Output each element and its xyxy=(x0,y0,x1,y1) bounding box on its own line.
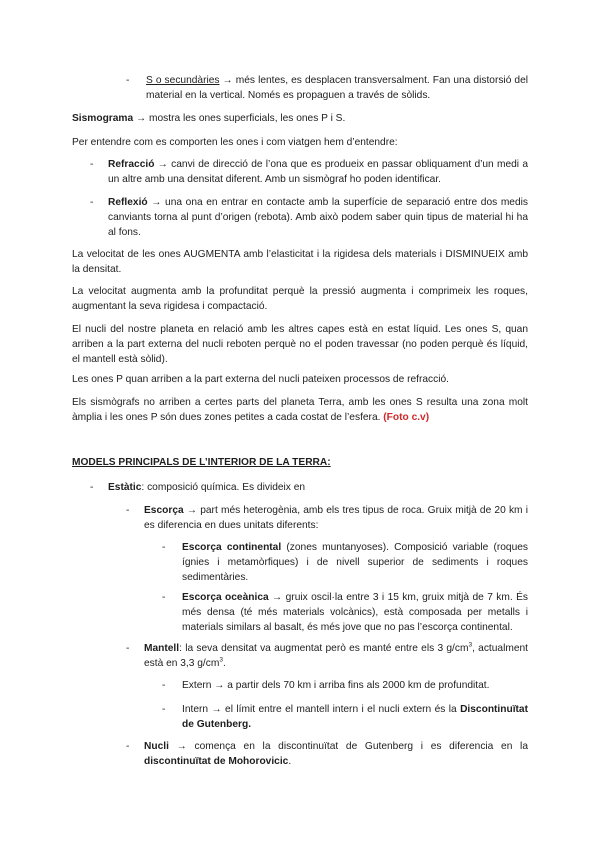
bullet-dash: - xyxy=(90,197,94,208)
reflexio-term: Reflexió xyxy=(108,197,148,208)
bullet-dash: - xyxy=(126,505,130,516)
escorca-continental-item xyxy=(162,540,528,585)
refraccio-text: → canvi de direcció de l’ona que es produeix en passar obliquament d’un medi a un altre amb una densitat diferent. Amb un sismògraf ho poden identificar. xyxy=(108,159,528,185)
nucli-text: → comença en la discontinuïtat de Gutenberg i es diferencia en la xyxy=(168,741,528,752)
escorca-item xyxy=(126,503,528,533)
escorca-continental-text: (zones muntanyoses). Composició variable (roques ígnies i metamòrfiques) i de nivell superior de sediments i roques sedimentàries. xyxy=(182,542,529,583)
bullet-dash: - xyxy=(90,482,94,493)
escorca-oceanica-text: → gruix oscil·la entre 3 i 15 km, gruix mitjà de 7 km. És més densa (té més materials volcànics), està composada per metalls i materials similars al basalt, és més jove que no pas l’escorça continental. xyxy=(182,592,528,633)
sismograma-term: Sismograma xyxy=(72,113,134,124)
models-heading xyxy=(72,455,528,470)
mantell-text-1: : la seva densitat va augmentat però es manté entre els 3 g/cm xyxy=(179,643,469,654)
s-waves-text xyxy=(146,73,528,103)
mantell-sup-1: 3 xyxy=(468,641,473,649)
bullet-dash: - xyxy=(162,704,166,715)
intro-paragraph xyxy=(72,135,528,150)
escorca-continental-term: Escorça continental xyxy=(182,542,282,553)
pressure-paragraph xyxy=(72,284,528,314)
s-waves-item xyxy=(126,73,528,103)
intern-term: Discontinuïtat de Gutenberg. xyxy=(182,704,528,730)
nucli-end: . xyxy=(288,756,292,767)
refraccio-item xyxy=(90,157,528,187)
escorca-text: → part més heterogènia, amb els tres tipus de roca. Gruix mitjà de 20 km i es diferencia en dues unitats diferents: xyxy=(144,505,528,531)
para2-text: La velocitat augmenta amb la profunditat perquè la pressió augmenta i comprimeix les roques, augmentant la seva rigidesa i compactació. xyxy=(72,286,528,312)
s-waves-term: S o secundàries xyxy=(146,75,220,86)
nucli-item xyxy=(126,739,528,769)
mantell-text-3: . xyxy=(222,658,226,669)
bullet-dash: - xyxy=(162,680,166,691)
bullet-dash: - xyxy=(126,643,130,654)
refraccio-term: Refracció xyxy=(108,159,155,170)
p-waves-paragraph xyxy=(72,372,528,387)
extern-item xyxy=(162,678,528,693)
intro-text: Per entendre com es comporten les ones i com viatgen hem d’entendre: xyxy=(72,137,398,148)
extern-text: Extern → a partir dels 70 km i arriba fins als 2000 km de profunditat. xyxy=(182,680,490,691)
escorca-oceanica-term: Escorça oceànica xyxy=(182,592,269,603)
escorca-term: Escorça xyxy=(144,505,184,516)
para5-text: Els sismògrafs no arriben a certes parts del planeta Terra, amb les ones S resulta una zona molt àmplia i les ones P són dues zones petites a cada costat de l’esfera. xyxy=(72,397,528,423)
nucli-term-2: discontinuïtat de Mohorovicic xyxy=(144,756,289,767)
intern-item xyxy=(162,702,528,732)
para3-text: El nucli del nostre planeta en relació amb les altres capes està en estat líquid. Les ones S, quan arriben a la part externa del nucli reboten perquè no el poden travessar (no poden perquè és líquid, el mantell està sòlid). xyxy=(72,324,528,365)
para4-text: Les ones P quan arriben a la part externa del nucli pateixen processos de refracció. xyxy=(72,374,449,385)
para1-text: La velocitat de les ones AUGMENTA amb l’elasticitat i la rigidesa dels materials i DISMINUEIX amb la densitat. xyxy=(72,249,528,275)
mantell-text-2: , actualment està en 3,3 g/cm xyxy=(144,643,528,669)
velocity-paragraph xyxy=(72,247,528,277)
core-paragraph xyxy=(72,322,528,367)
escorca-oceanica-item xyxy=(162,590,528,635)
models-heading-text: MODELS PRINCIPALS DE L’INTERIOR DE LA TERRA: xyxy=(72,457,331,468)
reflexio-text: → una ona en entrar en contacte amb la superfície de separació entre dos medis canviants torna al punt d’origen (rebota). Amb això podem saber quin tipus de material hi ha al fons. xyxy=(108,197,528,238)
nucli-term: Nucli xyxy=(144,741,169,752)
estatic-text: : composició química. Es divideix en xyxy=(141,482,306,493)
sismograma-paragraph xyxy=(72,111,528,126)
reflexio-item xyxy=(90,195,528,240)
mantell-term: Mantell xyxy=(144,643,180,654)
bullet-dash: - xyxy=(90,159,94,170)
mantell-item xyxy=(126,641,528,671)
intern-text: Intern → el límit entre el mantell intern i el nucli extern és la xyxy=(182,704,461,715)
estatic-item xyxy=(90,480,528,495)
seismograph-paragraph xyxy=(72,395,528,425)
estatic-term: Estàtic xyxy=(108,482,142,493)
bullet-dash: - xyxy=(126,75,130,86)
bullet-dash: - xyxy=(162,542,166,553)
bullet-dash: - xyxy=(162,592,166,603)
bullet-dash: - xyxy=(126,741,130,752)
sismograma-text: → mostra les ones superficials, les ones P i S. xyxy=(133,113,346,124)
mantell-sup-2: 3 xyxy=(219,656,223,664)
s-waves-description: → més lentes, es desplacen transversalment. Fan una distorsió del material en la vertical. Només es propaguen a través de sòlids. xyxy=(146,75,529,101)
photo-reference: (Foto c.v) xyxy=(383,412,430,423)
